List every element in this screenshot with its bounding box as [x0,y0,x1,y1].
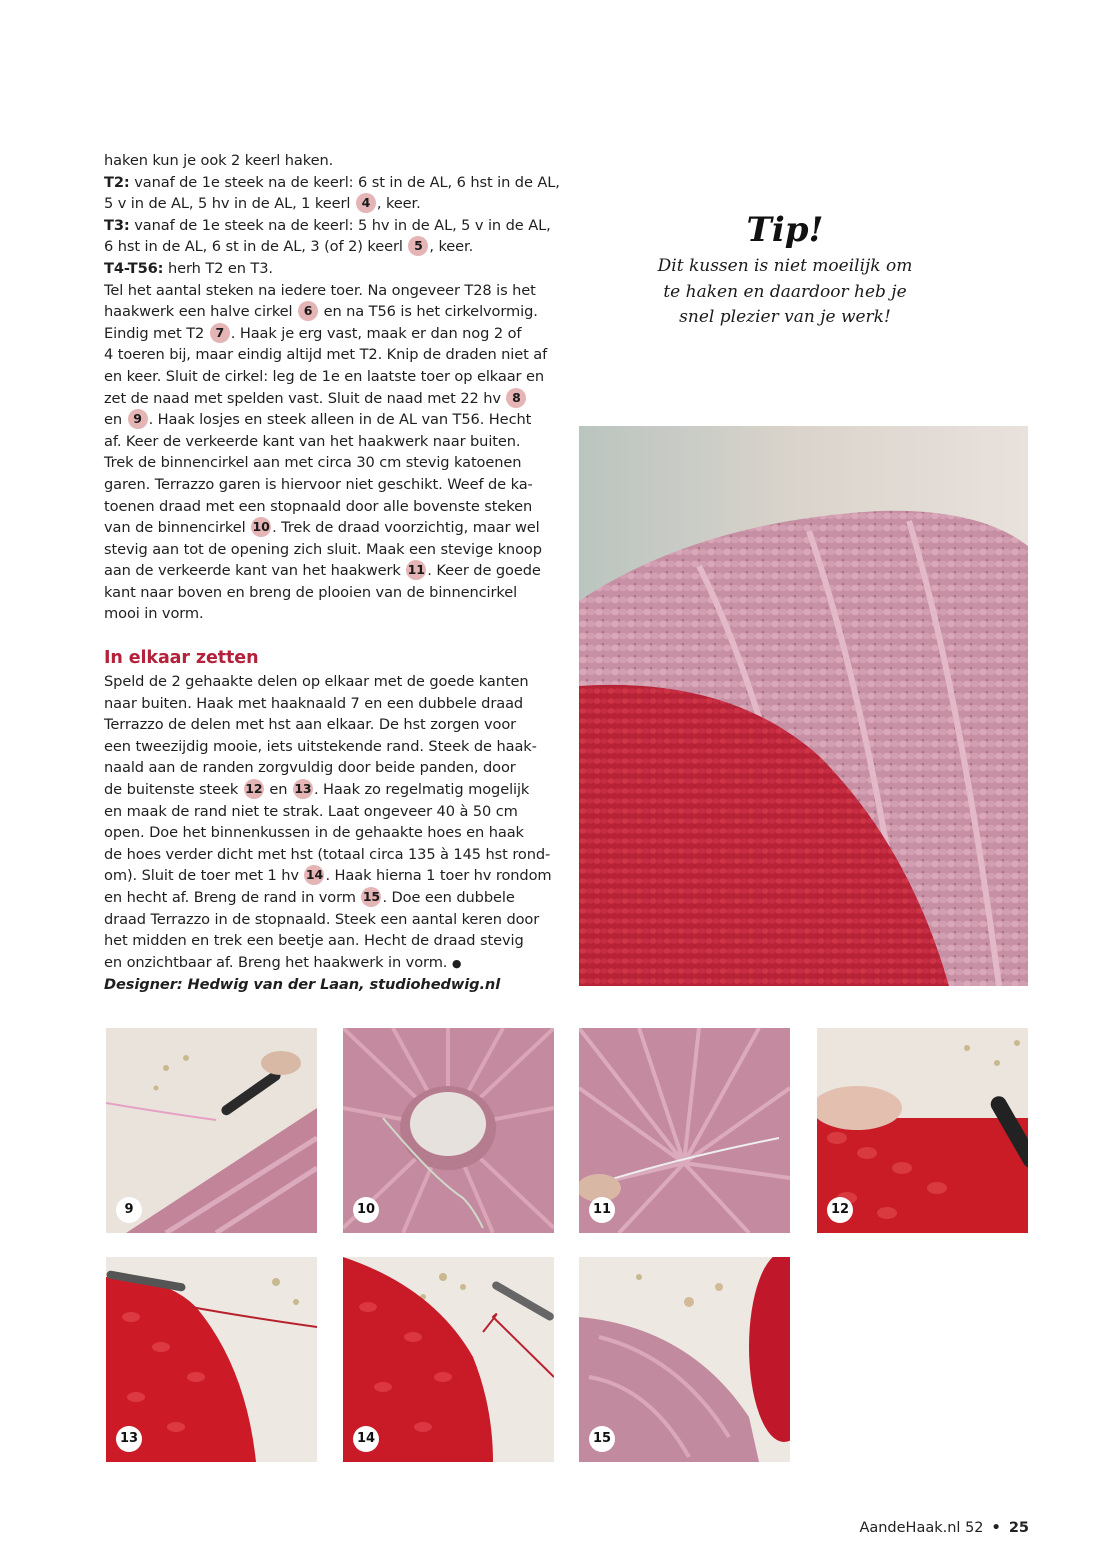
section-heading: In elkaar zetten [104,648,259,669]
footer-separator: • [991,1520,1001,1536]
instructions-paragraph [104,150,560,625]
text-line: T2: vanaf de 1e steek na de keerl: 6 st in de AL, 6 hst in de AL, [104,173,560,191]
step-badge: 10 [251,517,271,537]
text-line: de buitenste steek 12 en 13 . Haak zo regelmatig mogelijk [104,781,530,799]
text-line: 5 v in de AL, 5 hv in de AL, 1 keerl 4 , keer. [104,195,421,213]
page-footer [859,1520,1029,1536]
text-line: en hecht af. Breng de rand in vorm 15 . Doe een dubbele [104,889,515,906]
text-line: toenen draad met een stopnaald door alle bovenste steken [104,497,533,515]
step-photo-10 [343,1028,554,1233]
text-line: van de binnencirkel 10 . Trek de draad voorzichtig, maar wel [104,519,540,537]
text-line: 6 hst in de AL, 6 st in de AL, 3 (of 2) keerl 5 , keer. [104,238,474,256]
step-number: 15 [589,1426,615,1452]
step-number: 12 [827,1197,853,1223]
step-number: 11 [589,1197,615,1223]
main-cushion-photo [579,426,1028,986]
step-badge: 6 [298,301,318,321]
step-badge: 11 [406,560,426,580]
text-line: haken kun je ook 2 keerl haken. [104,152,334,169]
text-line: de hoes verder dicht met hst (totaal circa 135 à 145 hst rond- [104,845,551,863]
row-label: T4-T56: [104,259,164,277]
text-line: T4-T56: herh T2 en T3. [104,259,273,277]
step-badge: 7 [210,323,230,343]
tip-text: Dit kussen is niet moeilijk om te haken en daardoor heb je snel plezier van je werk! [657,256,913,327]
step-badge: 9 [128,409,148,429]
step-badge: 8 [506,388,526,408]
step-photo-13 [106,1257,317,1462]
text-line: zet de naad met spelden vast. Sluit de naad met 22 hv 8 [104,388,554,410]
text-line: open. Doe het binnenkussen in de gehaakte hoes en haak [104,824,524,842]
text-line: en 9 . Haak losjes en steek alleen in de AL van T56. Hecht [104,411,532,429]
text-line: naald aan de randen zorgvuldig door beide panden, door [104,759,516,777]
text-line: Terrazzo de delen met hst aan elkaar. De hst zorgen voor [104,716,517,734]
text-line: het midden en trek een beetje aan. Hecht de draad stevig [104,932,524,950]
text-line: af. Keer de verkeerde kant van het haakwerk naar buiten. [104,432,521,450]
step-number: 10 [353,1197,379,1223]
text-line: en onzichtbaar af. Breng het haakwerk in vorm. ● [104,953,462,971]
text-line: om). Sluit de toer met 1 hv 14 . Haak hierna 1 toer hv rondom [104,867,552,885]
text-line: T3: vanaf de 1e steek na de keerl: 5 hv in de AL, 5 v in de AL, [104,216,551,234]
text-line: kant naar boven en breng de plooien van de binnencirkel [104,583,518,601]
assembly-paragraph [104,671,554,996]
text-line: stevig aan tot de opening zich sluit. Maak een stevige knoop [104,540,542,558]
step-badge: 13 [293,779,313,799]
instructions-column [104,150,560,996]
step-badge: 12 [244,779,264,799]
row-label: T3: [104,216,130,234]
text-line: 4 toeren bij, maar eindig altijd met T2. Knip de draden niet af [104,346,548,364]
step-photo-11 [579,1028,790,1233]
text-line: aan de verkeerde kant van het haakwerk 11 . Keer de goede [104,562,541,580]
row-label: T2: [104,173,130,191]
step-photo-14 [343,1257,554,1462]
designer-credit: Designer: Hedwig van der Laan, studiohedwig.nl [104,976,501,994]
text-line: draad Terrazzo in de stopnaald. Steek een aantal keren door [104,910,540,928]
step-number: 13 [116,1426,142,1452]
tip-box [640,208,930,331]
step-badge: 4 [356,193,376,213]
step-badge: 5 [408,236,428,256]
step-photo-12 [817,1028,1028,1233]
text-line: Speld de 2 gehaakte delen op elkaar met de goede kanten [104,673,529,691]
text-line: een tweezijdig mooie, iets uitstekende rand. Steek de haak- [104,737,537,755]
text-line: garen. Terrazzo garen is hiervoor niet geschikt. Weef de ka- [104,475,533,493]
text-line: en keer. Sluit de cirkel: leg de 1e en laatste toer op elkaar en [104,367,545,385]
step-photo-15 [579,1257,790,1462]
text-line: Trek de binnencirkel aan met circa 30 cm stevig katoenen [104,454,522,472]
end-mark: ● [451,956,462,970]
text-line: Tel het aantal steken na iedere toer. Na ongeveer T28 is het [104,281,536,299]
text-line: en maak de rand niet te strak. Laat ongeveer 40 à 50 cm [104,802,518,820]
text-line: haakwerk een halve cirkel 6 en na T56 is het cirkelvormig. [104,303,538,321]
tip-title: Tip! [746,210,824,250]
step-badge: 14 [304,865,324,885]
step-number: 9 [116,1197,142,1223]
step-badge: 15 [361,887,381,907]
step-photo-9 [106,1028,317,1233]
step-number: 14 [353,1426,379,1452]
text-line: mooi in vorm. [104,605,204,623]
magazine-name: AandeHaak.nl 52 [859,1520,984,1536]
page-number: 25 [1008,1520,1029,1536]
text-line: naar buiten. Haak met haaknaald 7 en een dubbele draad [104,694,524,712]
cushion-closeup-image [579,426,1028,986]
text-line: Eindig met T2 7 . Haak je erg vast, maak er dan nog 2 of [104,324,522,342]
